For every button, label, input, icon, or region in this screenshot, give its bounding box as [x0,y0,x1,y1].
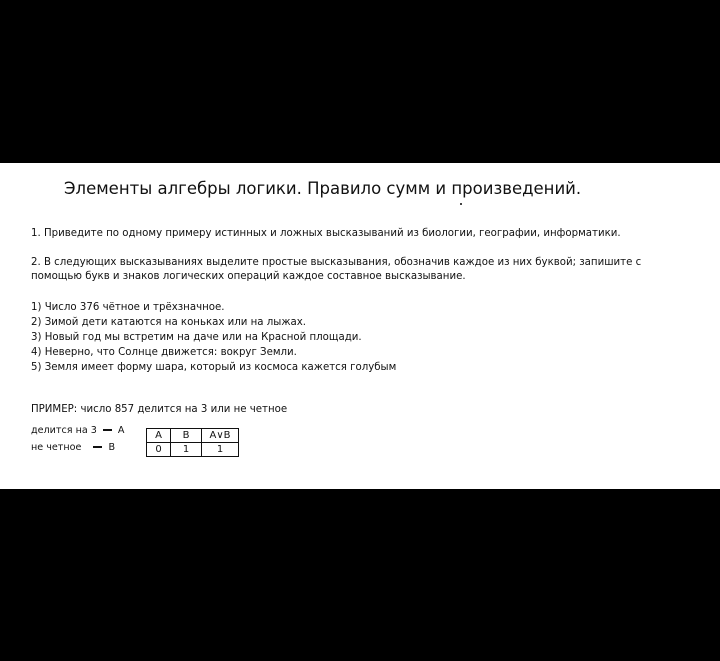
document-page [0,163,720,489]
legend-text: делится на 3 [31,425,97,436]
statements-list [31,300,396,375]
statement-item: 2) Зимой дети катаются на коньках или на лыжах. [31,317,307,328]
legend-var: A [117,425,125,436]
table-header-row [147,429,239,443]
legend-row-b [31,442,115,453]
table-header-cell: A [147,429,171,443]
dash [93,446,102,448]
document-title: Элементы алгебры логики. Правило сумм и произведений. [64,179,582,198]
legend-row-a [31,425,124,436]
statement-item: 3) Новый год мы встретим на даче или на Красной площади. [31,332,362,343]
truth-table [146,428,239,457]
task-2-line-1: 2. В следующих высказываниях выделите простые высказывания, обозначив каждое из них буквой; запишите с [31,257,642,268]
table-cell: 1 [202,443,239,457]
table-header-cell: B [171,429,202,443]
table-header-cell: A∨B [202,429,239,443]
example-line: ПРИМЕР: число 857 делится на 3 или не четное [31,404,288,415]
task-1: 1. Приведите по одному примеру истинных и ложных высказываний из биологии, географии, информатики. [31,228,621,239]
stray-dot [460,203,462,205]
table-cell: 0 [147,443,171,457]
dash [103,429,112,431]
statement-item: 5) Земля имеет форму шара, который из космоса кажется голубым [31,362,397,373]
task-2-line-2: помощью букв и знаков логических операций каждое составное высказывание. [31,271,466,282]
table-cell: 1 [171,443,202,457]
statement-item: 4) Неверно, что Солнце движется: вокруг Земли. [31,347,297,358]
legend-var: B [108,442,116,453]
table-row [147,443,239,457]
legend-text: не четное [31,442,82,453]
statement-item: 1) Число 376 чётное и трёхзначное. [31,302,225,313]
